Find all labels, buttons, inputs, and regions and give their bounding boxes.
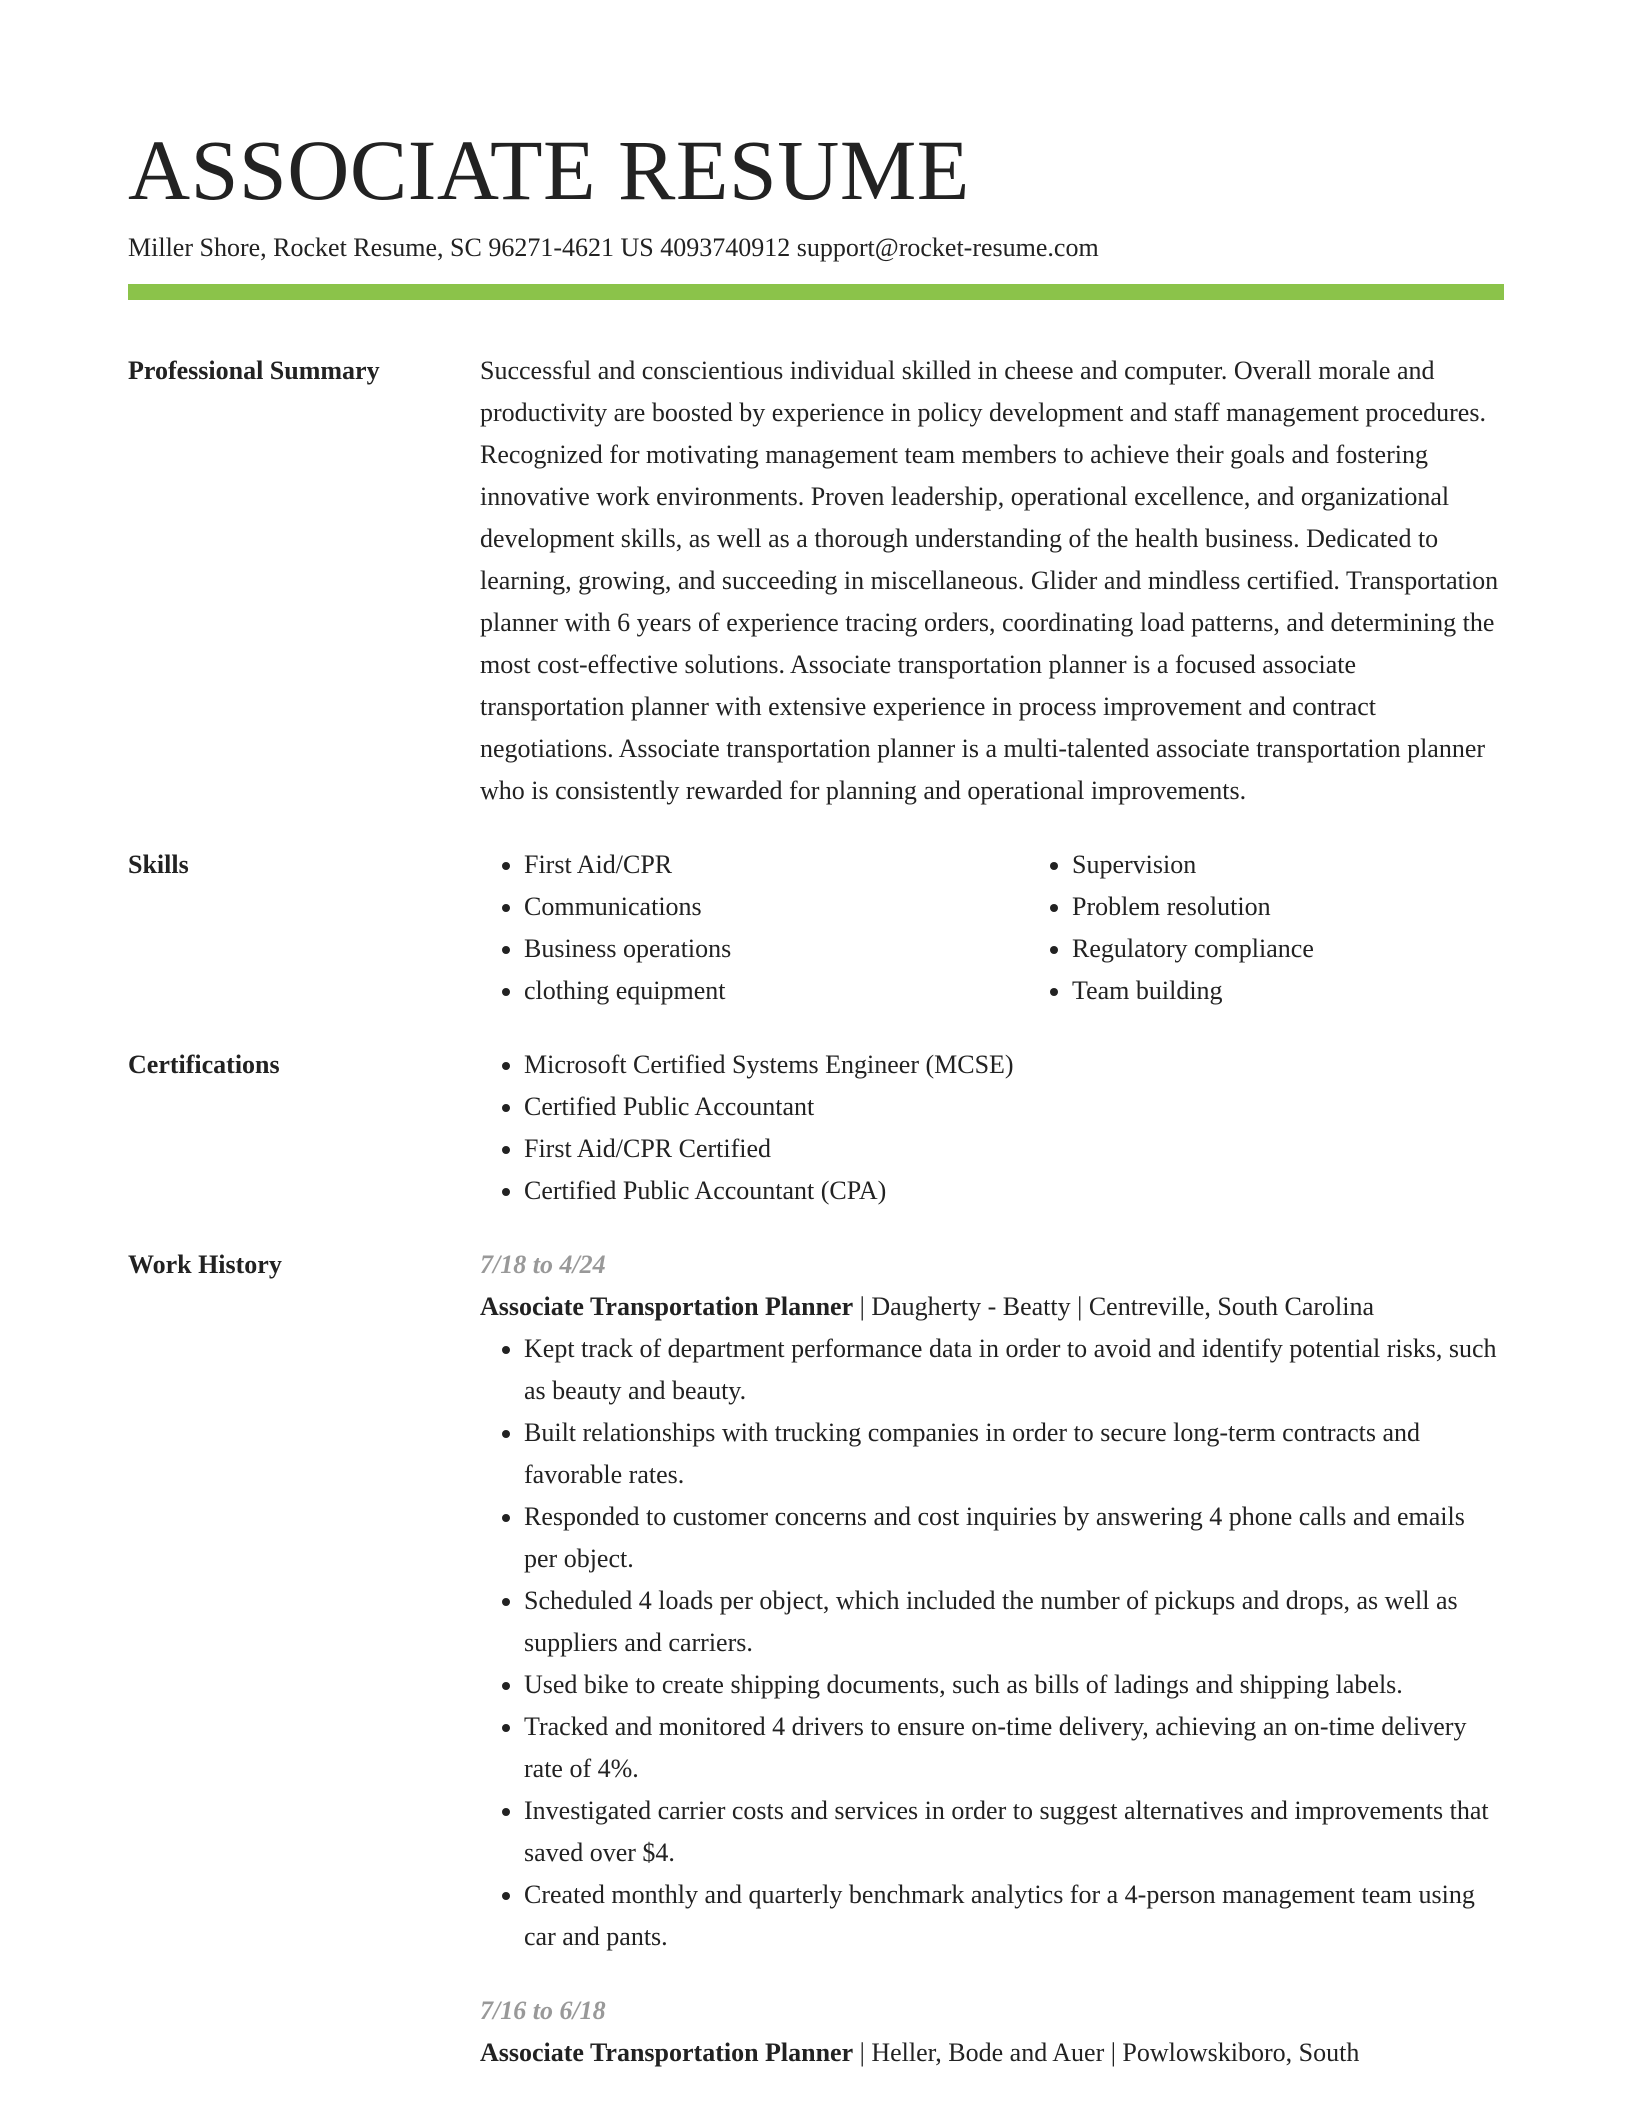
job-entry [480, 1244, 1504, 1958]
skill-item: • Regulatory compliance [1072, 928, 1576, 970]
skills-section [128, 844, 1504, 1012]
job-title-line [480, 1286, 1504, 1328]
certification-item: • Microsoft Certified Systems Engineer (MCSE) [524, 1044, 1504, 1086]
job-bullet: • Created monthly and quarterly benchmark analytics for a 4-person management team using car and pants. [524, 1874, 1504, 1958]
skill-item: • First Aid/CPR [524, 844, 1028, 886]
job-bullets [480, 1328, 1504, 1958]
header-divider [128, 284, 1504, 300]
job-details: | Heller, Bode and Auer | Powlowskiboro, South [853, 2038, 1360, 2067]
job-dates: 7/18 to 4/24 [480, 1250, 606, 1279]
skills-list-right [1028, 844, 1576, 1012]
work-history-body [480, 1244, 1504, 2074]
job-title: Associate Transportation Planner [480, 1292, 854, 1321]
work-history-heading: Work History [128, 1250, 282, 1279]
certifications-body [480, 1044, 1504, 1212]
skills-list-left [480, 844, 1028, 1012]
job-entry [480, 1990, 1504, 2074]
certifications-section [128, 1044, 1504, 1212]
certifications-heading: Certifications [128, 1050, 280, 1079]
skill-item: • Business operations [524, 928, 1028, 970]
address-text: Miller Shore, Rocket Resume, SC 96271-4621 US [128, 233, 654, 262]
skill-item: • Supervision [1072, 844, 1576, 886]
resume-title: ASSOCIATE RESUME [128, 122, 970, 218]
work-history-section [128, 1244, 1504, 2074]
skill-item: • Problem resolution [1072, 886, 1576, 928]
resume-page [128, 120, 1504, 2074]
job-title-line [480, 2032, 1504, 2074]
skill-item: • clothing equipment [524, 970, 1028, 1012]
certification-item: • Certified Public Accountant (CPA) [524, 1170, 1504, 1212]
job-bullet: • Used bike to create shipping documents, such as bills of ladings and shipping labels. [524, 1664, 1504, 1706]
job-bullet: • Built relationships with trucking companies in order to secure long-term contracts and favorable rates. [524, 1412, 1504, 1496]
job-bullet: • Tracked and monitored 4 drivers to ensure on-time delivery, achieving an on-time delivery rate of 4%. [524, 1706, 1504, 1790]
certification-item: • Certified Public Accountant [524, 1086, 1504, 1128]
summary-section [128, 350, 1504, 812]
contact-line [128, 230, 1504, 266]
skills-grid [480, 844, 1576, 1012]
job-bullet: • Scheduled 4 loads per object, which included the number of pickups and drops, as well as suppliers and carriers. [524, 1580, 1504, 1664]
job-title: Associate Transportation Planner [480, 2038, 854, 2067]
certifications-list [480, 1044, 1504, 1212]
skill-item: • Communications [524, 886, 1028, 928]
job-bullet: • Investigated carrier costs and services in order to suggest alternatives and improvements that saved over $4. [524, 1790, 1504, 1874]
skill-item: • Team building [1072, 970, 1576, 1012]
phone-text: 4093740912 [660, 233, 791, 262]
summary-heading: Professional Summary [128, 356, 380, 385]
skills-heading: Skills [128, 850, 189, 879]
certification-item: • First Aid/CPR Certified [524, 1128, 1504, 1170]
summary-text: Successful and conscientious individual skilled in cheese and computer. Overall morale and productivity are boosted by experience in policy development and staff management procedures. Recognized for motivating management team members to achieve their goals and fostering innovative work environments. Proven leadership, operational excellence, and organizational development skills, as well as a thorough understanding of the health business. Dedicated to learning, growing, and succeeding in miscellaneous. Glider and mindless certified. Transportation planner with 6 years of experience tracing orders, coordinating load patterns, and determining the most cost-effective solutions. Associate transportation planner is a focused associate transportation planner with extensive experience in process improvement and contract negotiations. Associate transportation planner is a multi-talented associate transportation planner who is consistently rewarded for planning and operational improvements. [480, 356, 1499, 805]
job-details: | Daugherty - Beatty | Centreville, South Carolina [853, 1292, 1375, 1321]
job-bullet: • Responded to customer concerns and cost inquiries by answering 4 phone calls and emails per object. [524, 1496, 1504, 1580]
job-dates: 7/16 to 6/18 [480, 1996, 606, 2025]
job-bullet: • Kept track of department performance data in order to avoid and identify potential risks, such as beauty and beauty. [524, 1328, 1504, 1412]
email-text: support@rocket-resume.com [796, 233, 1099, 262]
